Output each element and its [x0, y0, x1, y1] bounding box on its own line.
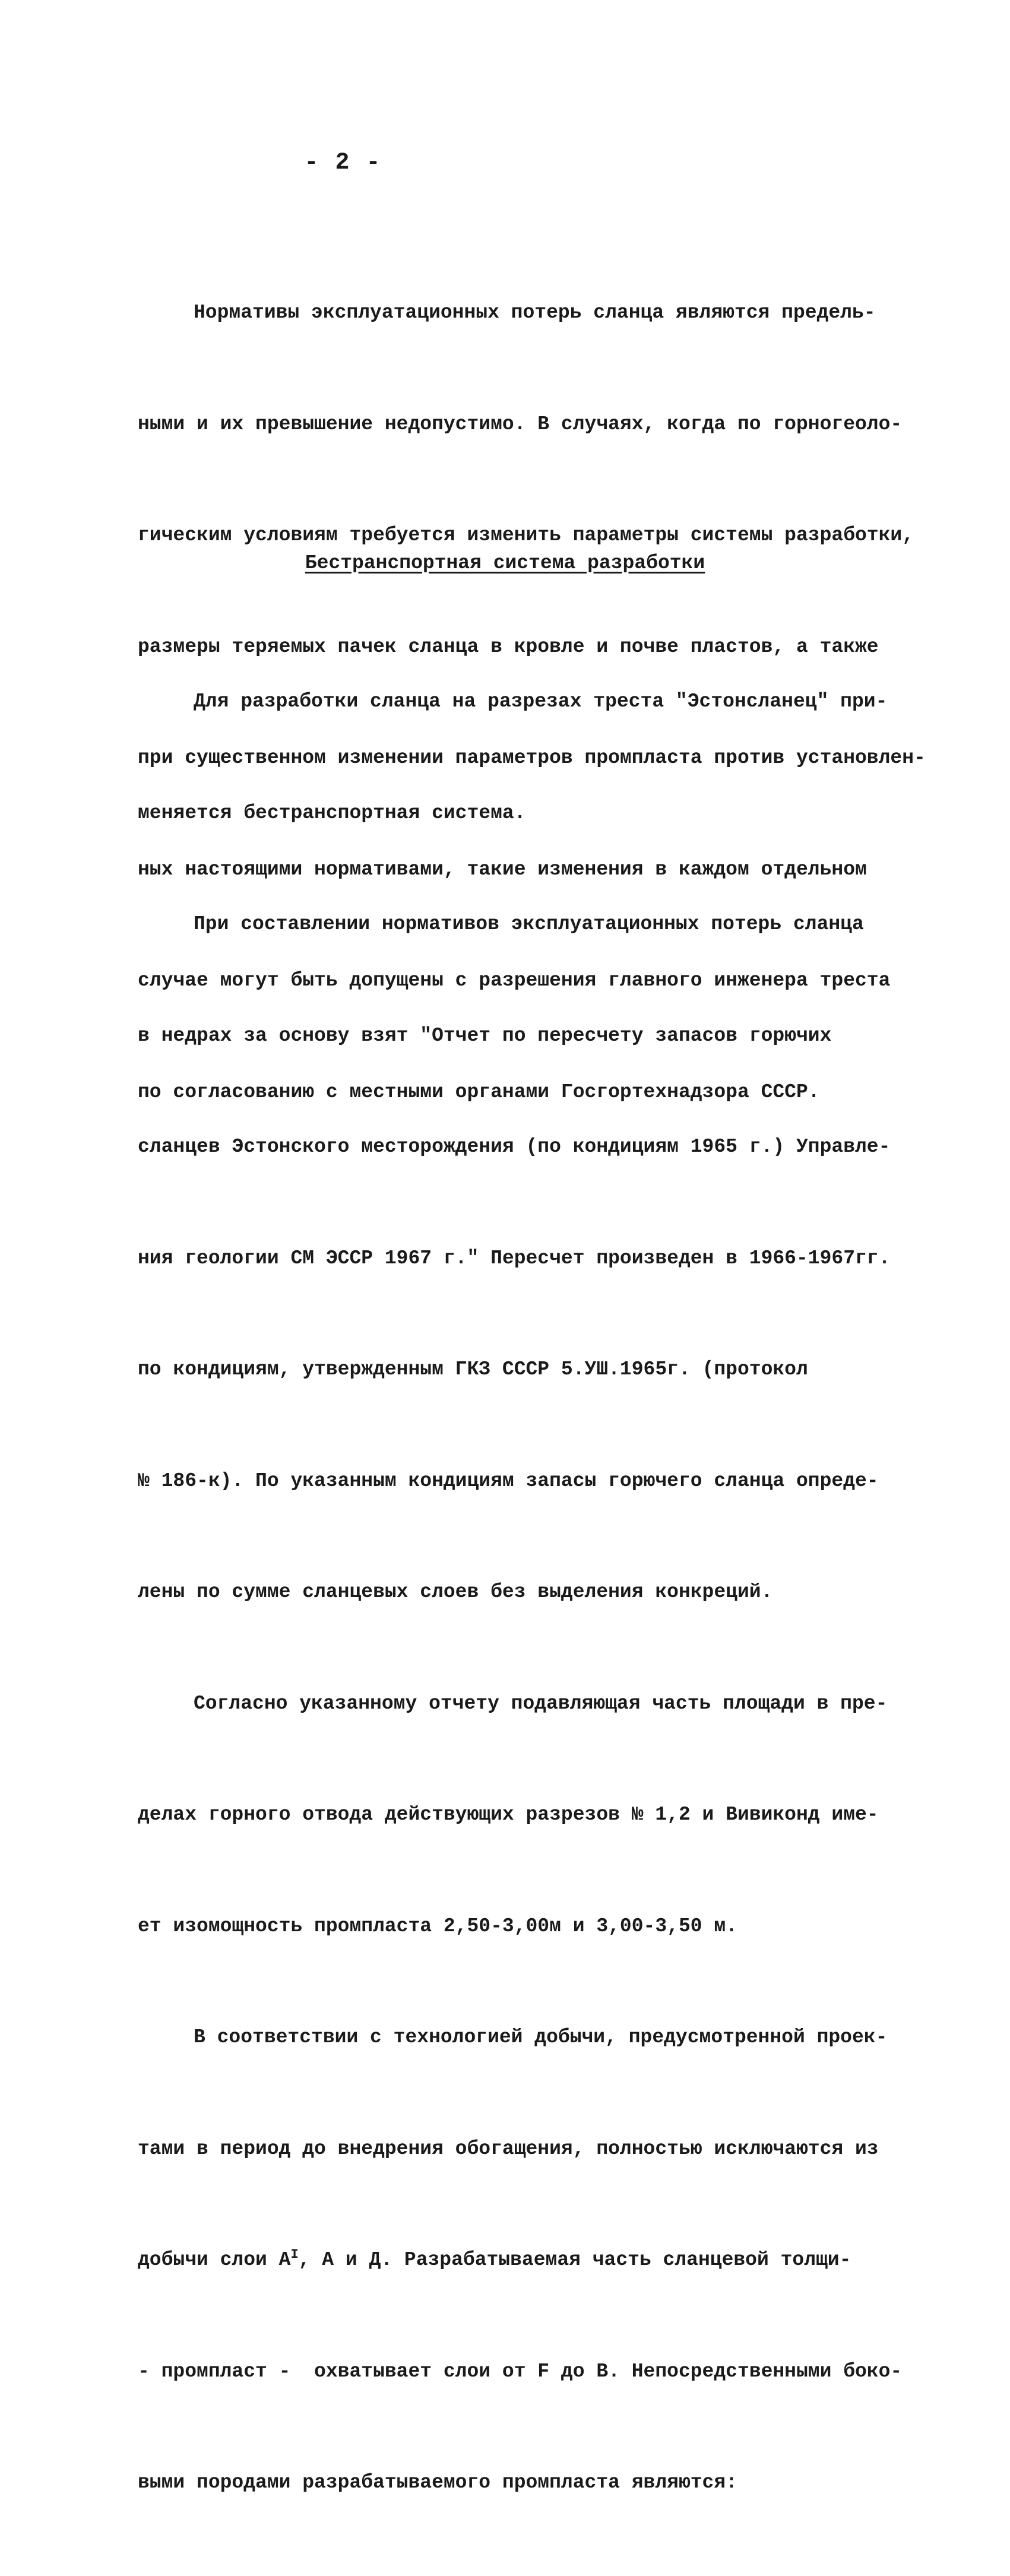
- text-line: случае могут быть допущены с разрешения главного инженера треста: [138, 969, 891, 991]
- text-line: выми породами разрабатываемого промпласта являются:: [138, 2472, 737, 2493]
- text-line: [138, 2242, 910, 2279]
- text-line: № 186-к). По указанным кондициям запасы горючего сланца опреде-: [138, 1469, 879, 1492]
- section-heading: Бестранспортная система разработки: [305, 552, 705, 574]
- text-line: сланцев Эстонского месторождения (по кондициям 1965 г.) Управле-: [138, 1136, 891, 1158]
- text-fragment: добычи слои А: [138, 2249, 291, 2271]
- text-line: в недрах за основу взят "Отчет по пересчету запасов горючих: [138, 1024, 832, 1047]
- text-line: ния геологии СМ ЭССР 1967 г." Пересчет произведен в 1966-1967гг.: [138, 1247, 891, 1269]
- text-line: при существенном изменении параметров промпласта против установлен-: [138, 747, 926, 769]
- page-number: - 2 -: [304, 150, 382, 176]
- text-line: по кондициям, утвержденным ГКЗ СССР 5.УШ.1965г. (протокол: [138, 1358, 808, 1380]
- text-line: Нормативы эксплуатационных потерь сланца являются предель-: [194, 302, 876, 324]
- paragraph-system: [138, 609, 926, 2576]
- text-line: по согласованию с местными органами Госгортехнадзора СССР.: [138, 1081, 820, 1103]
- text-line: меняется бестранспортная система.: [138, 801, 526, 824]
- text-line: Согласно указанному отчету подавляющая часть площади в пре-: [194, 1692, 888, 1715]
- text-line: ет изомощность промпласта 2,50-3,00м и 3,00-3,50 м.: [138, 1915, 737, 1937]
- text-line: При составлении нормативов эксплуатационных потерь сланца: [194, 913, 864, 935]
- text-line: тами в период до внедрения обогащения, полностью исключаются из: [138, 2137, 879, 2160]
- text-line: гическим условиям требуется изменить параметры системы разработки,: [138, 524, 914, 546]
- text-fragment: , А и Д. Разрабатываемая часть сланцевой толщи-: [298, 2249, 851, 2271]
- text-line: В соответствии с технологией добычи, предусмотренной проек-: [194, 2026, 888, 2048]
- text-line: ными и их превышение недопустимо. В случаях, когда по горногеоло-: [138, 413, 903, 435]
- text-line: лены по сумме сланцевых слоев без выделения конкреций.: [138, 1581, 773, 1603]
- superscript: I: [290, 2247, 299, 2262]
- text-line: Для разработки сланца на разрезах треста "Эстонсланец" при-: [194, 690, 888, 712]
- text-line: - промпласт - охватывает слои от F до В. Непосредственными боко-: [138, 2360, 903, 2382]
- text-line: размеры теряемых пачек сланца в кровле и почве пластов, а также: [138, 635, 879, 658]
- text-line: ных настоящими нормативами, такие изменения в каждом отдельном: [138, 858, 867, 880]
- text-line: делах горного отвода действующих разрезов № 1,2 и Вивиконд име-: [138, 1804, 879, 1826]
